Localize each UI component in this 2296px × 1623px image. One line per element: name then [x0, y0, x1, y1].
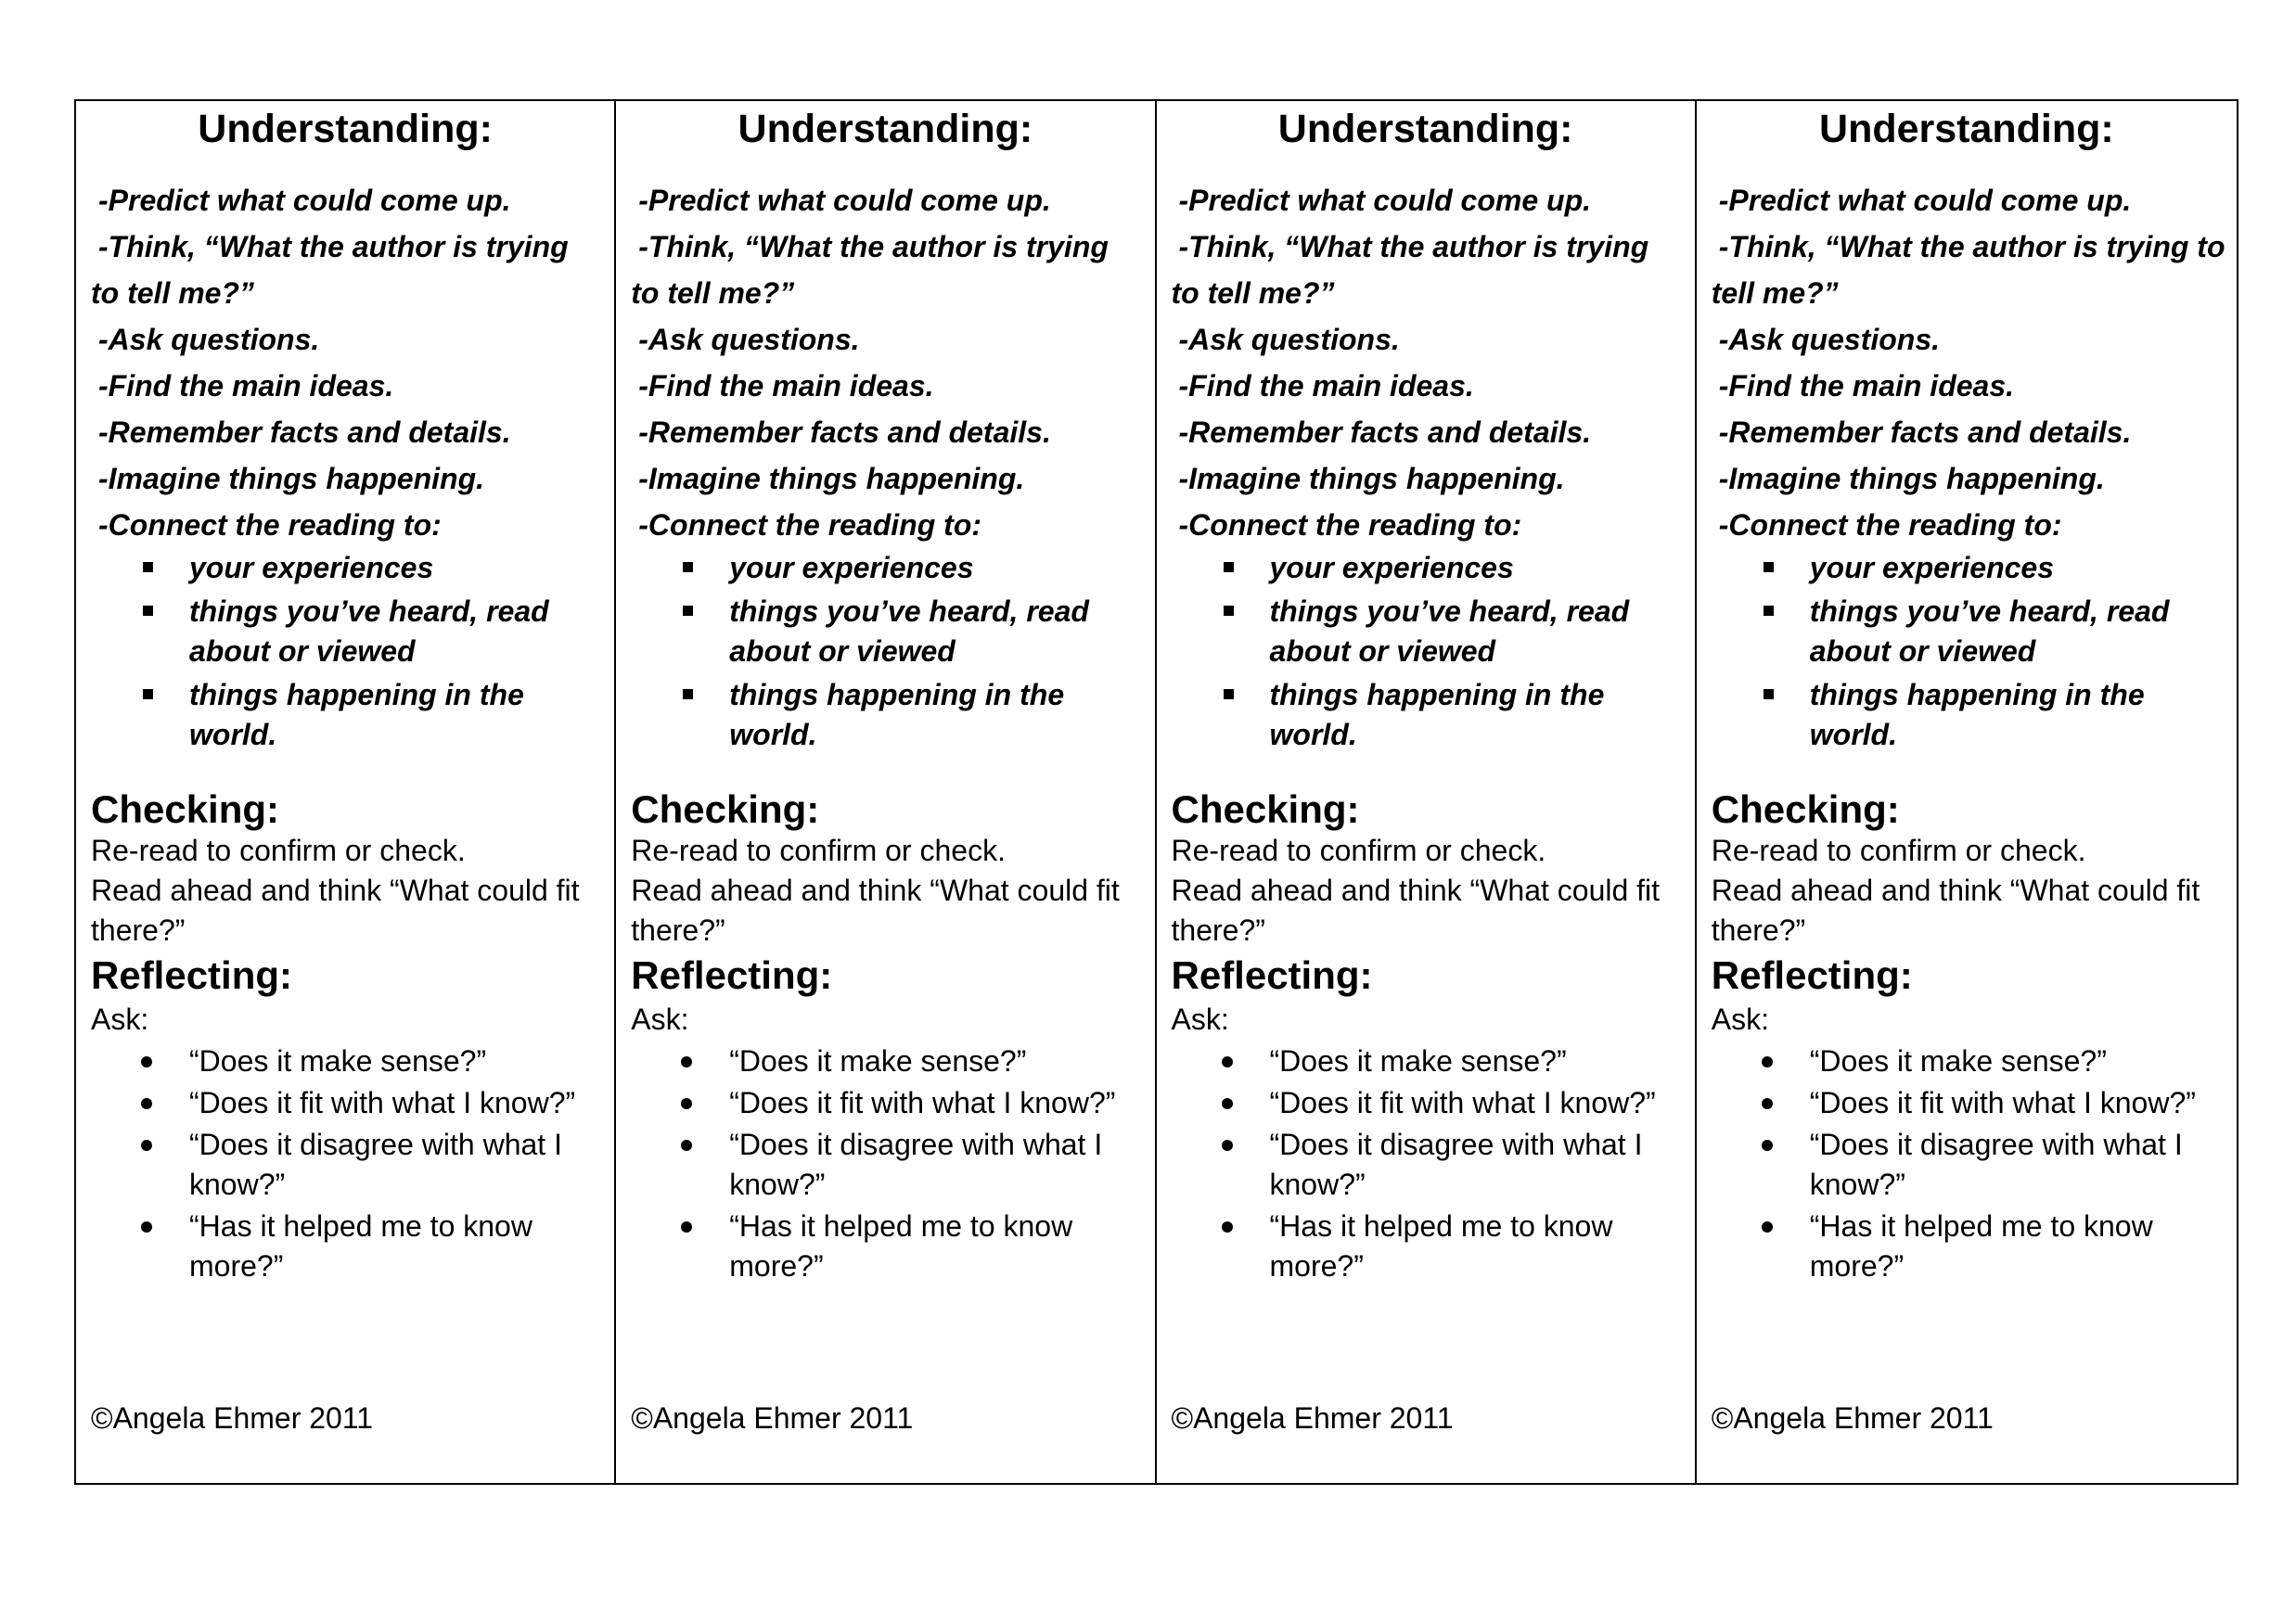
ask-label: Ask: [1711, 1003, 1769, 1036]
question-item [1712, 1083, 2237, 1123]
understanding-line: to tell me?” [631, 276, 795, 310]
understanding-heading: Understanding: [198, 107, 493, 151]
checking-heading: Checking: [1171, 787, 1360, 831]
understanding-line: -Connect the reading to: [1178, 508, 1522, 542]
checking-heading: Checking: [1711, 787, 1900, 831]
question-item [1712, 1042, 2237, 1081]
bullet-icon [1762, 1221, 1773, 1233]
question-text: “Does it disagree with what I know?” [1809, 1128, 2183, 1201]
square-bullet-icon [1764, 606, 1774, 616]
copyright: ©Angela Ehmer 2011 [631, 1401, 914, 1435]
connect-item-text: your experiences [189, 551, 434, 584]
connect-item-text: things happening in the world. [729, 678, 1065, 751]
bullet-icon [681, 1221, 692, 1233]
understanding-line: -Think, “What the author is trying [638, 230, 1109, 263]
question-text: “Does it make sense?” [729, 1044, 1027, 1078]
ask-label: Ask: [631, 1003, 689, 1036]
question-item [631, 1125, 1154, 1205]
connect-item [1172, 675, 1695, 755]
square-bullet-icon [1224, 689, 1234, 699]
square-bullet-icon [1764, 562, 1774, 572]
question-text: “Has it helped me to know more?” [1809, 1209, 2153, 1283]
square-bullet-icon [143, 606, 153, 616]
understanding-line: -Connect the reading to: [98, 508, 442, 542]
bookmark-sheet [74, 99, 2238, 1485]
connect-item [91, 675, 614, 755]
bullet-icon [141, 1056, 152, 1067]
understanding-line: -Predict what could come up. [1178, 184, 1591, 217]
connect-list [631, 548, 1154, 755]
bullet-icon [681, 1056, 692, 1067]
connect-item [631, 548, 1154, 588]
copyright: ©Angela Ehmer 2011 [91, 1401, 374, 1435]
understanding-line: tell me?” [1711, 276, 1839, 310]
bookmark-card [1697, 101, 2237, 1483]
connect-item [1712, 675, 2237, 755]
checking-line: Read ahead and think “What could fit there?” [1171, 874, 1661, 947]
question-item [91, 1125, 614, 1205]
reflecting-heading: Reflecting: [1171, 953, 1373, 997]
reflecting-heading: Reflecting: [1711, 953, 1913, 997]
checking-line: Re-read to confirm or check. [1711, 834, 2086, 867]
connect-item [91, 592, 614, 671]
connect-item [1712, 592, 2237, 671]
understanding-line: -Predict what could come up. [98, 184, 511, 217]
understanding-heading: Understanding: [1277, 107, 1573, 151]
question-text: “Does it make sense?” [189, 1044, 487, 1078]
square-bullet-icon [1224, 562, 1234, 572]
question-item [1712, 1207, 2237, 1286]
bookmark-card [1157, 101, 1697, 1483]
question-item [91, 1042, 614, 1081]
bullet-icon [1222, 1140, 1233, 1151]
understanding-line: -Imagine things happening. [1718, 462, 2105, 495]
question-item [1172, 1207, 1695, 1286]
question-item [631, 1083, 1154, 1123]
understanding-line: -Remember facts and details. [1178, 415, 1592, 449]
understanding-list [631, 177, 1154, 755]
connect-item-text: your experiences [729, 551, 974, 584]
bullet-icon [681, 1098, 692, 1109]
understanding-line: -Remember facts and details. [1718, 415, 2132, 449]
understanding-list [1172, 177, 1695, 755]
checking-heading: Checking: [631, 787, 820, 831]
understanding-line: -Think, “What the author is trying [98, 230, 569, 263]
bullet-icon [1762, 1056, 1773, 1067]
checking-line: Re-read to confirm or check. [1171, 834, 1546, 867]
question-text: “Does it make sense?” [1809, 1044, 2107, 1078]
bookmark-card [76, 101, 616, 1483]
connect-item-text: things you’ve heard, read about or viewed [1269, 594, 1630, 668]
understanding-line: -Imagine things happening. [638, 462, 1025, 495]
connect-item [1172, 548, 1695, 588]
question-list [1712, 1042, 2237, 1286]
question-text: “Has it helped me to know more?” [1269, 1209, 1613, 1283]
square-bullet-icon [683, 689, 693, 699]
checking-heading: Checking: [91, 787, 280, 831]
connect-item-text: things you’ve heard, read about or viewed [729, 594, 1089, 668]
understanding-line: -Ask questions. [638, 323, 860, 356]
understanding-heading: Understanding: [738, 107, 1033, 151]
connect-item-text: things you’ve heard, read about or viewed [1809, 594, 2170, 668]
bullet-icon [1762, 1098, 1773, 1109]
understanding-line: -Imagine things happening. [98, 462, 484, 495]
connect-item-text: things happening in the world. [189, 678, 524, 751]
understanding-line: -Remember facts and details. [98, 415, 511, 449]
connect-item [631, 675, 1154, 755]
connect-item-text: things happening in the world. [1809, 678, 2145, 751]
understanding-line: -Predict what could come up. [1718, 184, 2132, 217]
understanding-line: -Think, “What the author is trying [1178, 230, 1649, 263]
reflecting-heading: Reflecting: [631, 953, 833, 997]
question-item [631, 1207, 1154, 1286]
bookmark-card [616, 101, 1156, 1483]
understanding-line: -Predict what could come up. [638, 184, 1051, 217]
checking-line: Read ahead and think “What could fit there?” [631, 874, 1120, 947]
checking-line: Re-read to confirm or check. [631, 834, 1006, 867]
question-text: “Does it fit with what I know?” [189, 1086, 576, 1119]
question-item [91, 1207, 614, 1286]
question-list [1172, 1042, 1695, 1286]
understanding-list [1712, 177, 2237, 755]
reflecting-heading: Reflecting: [91, 953, 293, 997]
question-item [1172, 1083, 1695, 1123]
ask-label: Ask: [1171, 1003, 1229, 1036]
question-text: “Does it disagree with what I know?” [189, 1128, 562, 1201]
connect-list [1172, 548, 1695, 755]
understanding-line: -Find the main ideas. [638, 369, 934, 403]
connect-list [1712, 548, 2237, 755]
understanding-heading: Understanding: [1819, 107, 2114, 151]
question-item [1712, 1125, 2237, 1205]
understanding-line: -Think, “What the author is trying to [1718, 230, 2225, 263]
connect-item [631, 592, 1154, 671]
understanding-line: -Find the main ideas. [1718, 369, 2015, 403]
question-item [631, 1042, 1154, 1081]
question-item [91, 1083, 614, 1123]
connect-item [1712, 548, 2237, 588]
bullet-icon [141, 1221, 152, 1233]
understanding-line: -Ask questions. [1178, 323, 1400, 356]
square-bullet-icon [143, 689, 153, 699]
checking-line: Read ahead and think “What could fit there?” [91, 874, 580, 947]
connect-item-text: your experiences [1809, 551, 2054, 584]
bullet-icon [1222, 1221, 1233, 1233]
square-bullet-icon [1764, 689, 1774, 699]
square-bullet-icon [143, 562, 153, 572]
bullet-icon [141, 1098, 152, 1109]
bullet-icon [1222, 1098, 1233, 1109]
understanding-line: -Connect the reading to: [638, 508, 982, 542]
question-text: “Does it make sense?” [1269, 1044, 1567, 1078]
connect-item-text: things happening in the world. [1269, 678, 1605, 751]
bullet-icon [141, 1140, 152, 1151]
understanding-line: -Imagine things happening. [1178, 462, 1565, 495]
ask-label: Ask: [91, 1003, 149, 1036]
understanding-list [91, 177, 614, 755]
question-text: “Does it fit with what I know?” [1809, 1086, 2196, 1119]
connect-list [91, 548, 614, 755]
connect-item [1172, 592, 1695, 671]
bullet-icon [1762, 1140, 1773, 1151]
question-text: “Does it disagree with what I know?” [1269, 1128, 1643, 1201]
understanding-line: -Ask questions. [98, 323, 320, 356]
question-item [1172, 1042, 1695, 1081]
understanding-line: -Remember facts and details. [638, 415, 1051, 449]
understanding-line: -Connect the reading to: [1718, 508, 2062, 542]
copyright: ©Angela Ehmer 2011 [1711, 1401, 1994, 1435]
understanding-line: to tell me?” [1171, 276, 1335, 310]
square-bullet-icon [1224, 606, 1234, 616]
bullet-icon [1222, 1056, 1233, 1067]
question-text: “Has it helped me to know more?” [729, 1209, 1073, 1283]
question-text: “Does it fit with what I know?” [729, 1086, 1116, 1119]
square-bullet-icon [683, 606, 693, 616]
question-list [631, 1042, 1154, 1286]
question-list [91, 1042, 614, 1286]
understanding-line: -Ask questions. [1718, 323, 1941, 356]
connect-item-text: things you’ve heard, read about or viewed [189, 594, 549, 668]
understanding-line: -Find the main ideas. [1178, 369, 1474, 403]
checking-line: Read ahead and think “What could fit there?” [1711, 874, 2200, 947]
copyright: ©Angela Ehmer 2011 [1171, 1401, 1454, 1435]
question-text: “Does it fit with what I know?” [1269, 1086, 1656, 1119]
checking-line: Re-read to confirm or check. [91, 834, 466, 867]
bullet-icon [681, 1140, 692, 1151]
question-text: “Has it helped me to know more?” [189, 1209, 532, 1283]
square-bullet-icon [683, 562, 693, 572]
question-text: “Does it disagree with what I know?” [729, 1128, 1103, 1201]
understanding-line: -Find the main ideas. [98, 369, 394, 403]
question-item [1172, 1125, 1695, 1205]
understanding-line: to tell me?” [91, 276, 255, 310]
connect-item [91, 548, 614, 588]
connect-item-text: your experiences [1269, 551, 1514, 584]
